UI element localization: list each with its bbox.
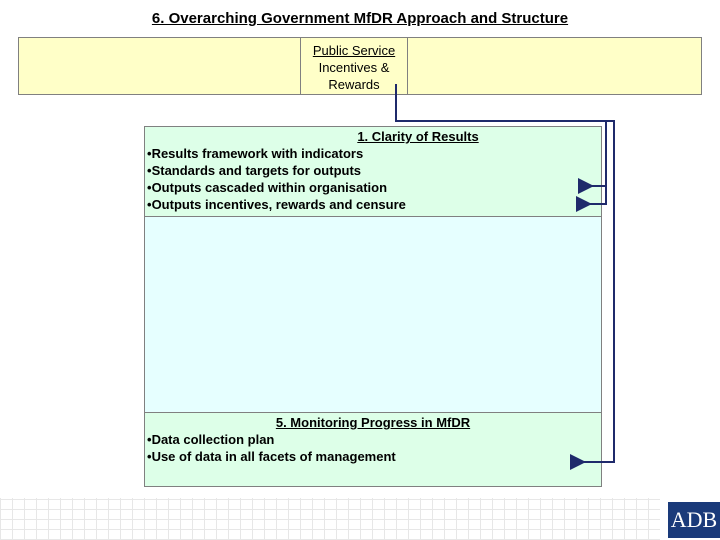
list-item: • Outputs cascaded within organisation [147, 179, 601, 196]
public-service-line1: Public Service [312, 43, 396, 58]
page-title: 6. Overarching Government MfDR Approach and Structure [151, 10, 569, 27]
footer-grid-pattern [0, 498, 660, 540]
public-service-line3: Rewards [328, 77, 380, 92]
adb-logo: ADB [668, 502, 720, 538]
connector-inner [590, 121, 606, 204]
clarity-of-results-title: 1. Clarity of Results [357, 129, 479, 144]
connector-outer [396, 84, 614, 462]
list-item: • Use of data in all facets of management [147, 448, 601, 465]
public-service-line2: Incentives & [318, 60, 390, 75]
monitoring-progress-title: 5. Monitoring Progress in MfDR [275, 415, 471, 430]
list-item: • Outputs incentives, rewards and censure [147, 196, 601, 213]
list-item: • Results framework with indicators [147, 145, 601, 162]
list-item: • Data collection plan [147, 431, 601, 448]
list-item: • Standards and targets for outputs [147, 162, 601, 179]
